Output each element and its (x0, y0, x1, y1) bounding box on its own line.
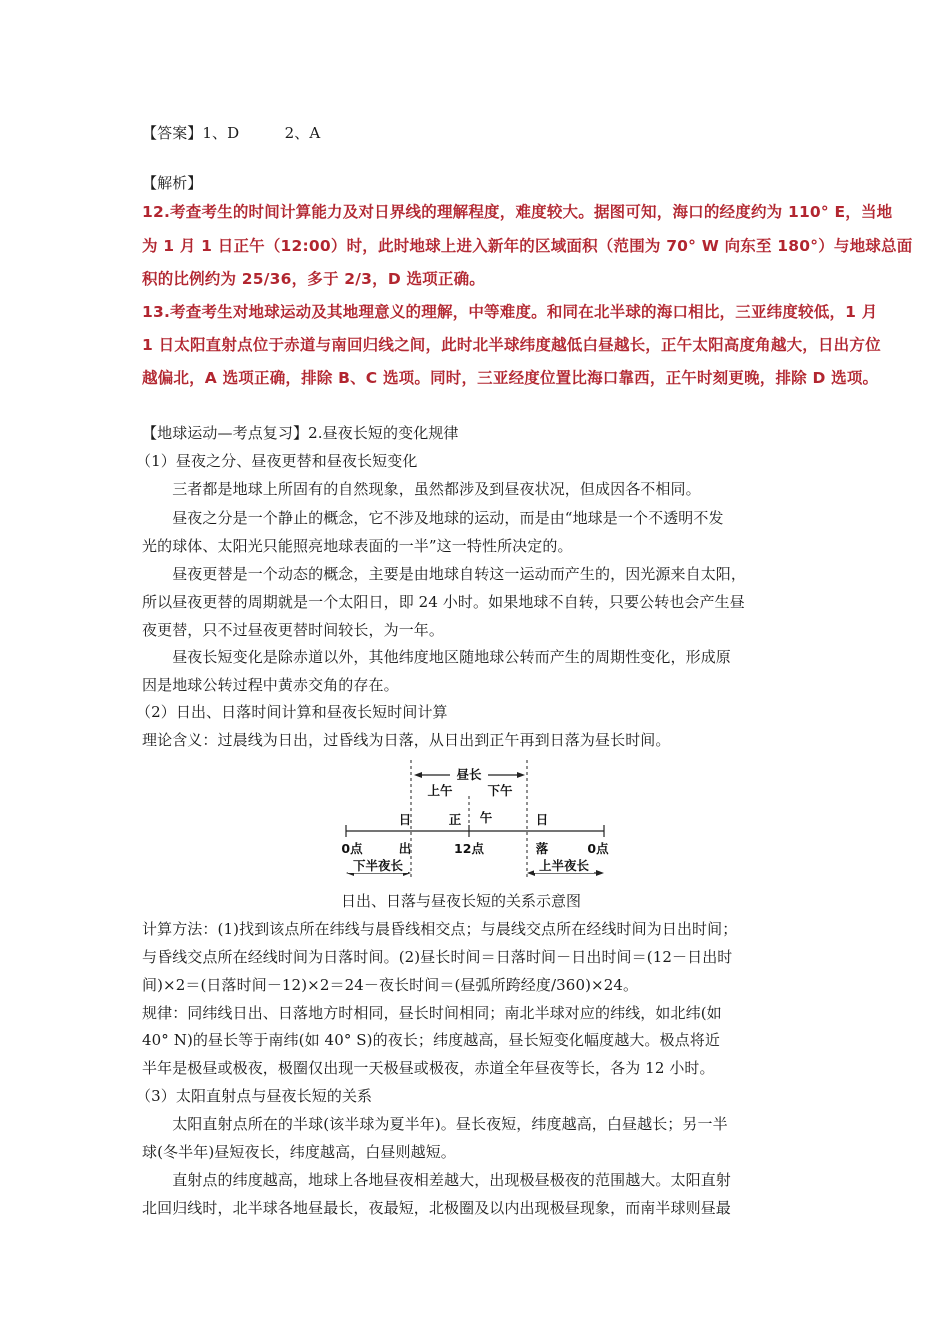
upper-night-label: 上半夜长 (538, 858, 590, 873)
twelve-label: 12点 (454, 841, 484, 856)
paragraph-line: 所以昼夜更替的周期就是一个太阳日，即 24 小时。如果地球不自转，只要公转也会产生昼 (142, 593, 745, 611)
lower-night-label: 下半夜长 (352, 858, 404, 873)
afternoon-label: 下午 (487, 783, 513, 798)
analysis-line: 13.考查考生对地球运动及其地理意义的理解，中等难度。和同在北半球的海口相比，三亚纬度较低，1 月 (142, 303, 878, 321)
paragraph-line: 理论含义：过晨线为日出，过昏线为日落，从日出到正午再到日落为昼长时间。 (142, 731, 671, 749)
paragraph-line: 三者都是地球上所固有的自然现象，虽然都涉及到昼夜状况，但成因各不相同。 (142, 480, 701, 498)
paragraph-line: 半年是极昼或极夜，极圈仅出现一天极昼或极夜，赤道全年昼夜等长，各为 12 小时。 (142, 1059, 715, 1077)
analysis-line: 为 1 月 1 日正午（12:00）时，此时地球上进入新年的区域面积（范围为 70° W 向东至 180°）与地球总面 (142, 237, 913, 255)
paragraph-line: 40° N)的昼长等于南纬(如 40° S)的夜长；纬度越高，昼长短变化幅度越大。极点将近 (142, 1031, 720, 1049)
analysis-heading: 【解析】 (142, 174, 203, 192)
analysis-line: 积的比例约为 25/36，多于 2/3，D 选项正确。 (142, 270, 485, 288)
section-title: 【地球运动—考点复习】2.昼夜长短的变化规律 (142, 424, 459, 442)
subsection-title: （1）昼夜之分、昼夜更替和昼夜长短变化 (136, 452, 418, 470)
paragraph-line: 北回归线时，北半球各地昼最长，夜最短，北极圈及以内出现极昼现象，而南半球则昼最 (142, 1199, 731, 1217)
answer-line: 【答案】1、D 2、A (142, 124, 321, 142)
sunrise-char-1: 日 (398, 812, 412, 827)
paragraph-line: 光的球体、太阳光只能照亮地球表面的一半”这一特性所决定的。 (142, 537, 573, 555)
sunset-char-2: 落 (535, 841, 549, 856)
analysis-line: 1 日太阳直射点位于赤道与南回归线之间，此时北半球纬度越低白昼越长，正午太阳高度角越大，日出方位 (142, 336, 881, 354)
paragraph-line: 直射点的纬度越高，地球上各地昼夜相差越大，出现极昼极夜的范围越大。太阳直射 (142, 1171, 731, 1189)
sunset-char-1: 日 (535, 812, 549, 827)
paragraph-line: 球(冬半年)昼短夜长，纬度越高，白昼则越短。 (142, 1143, 456, 1161)
noon-char-1: 正 (448, 812, 462, 827)
day-length-label: 昼长 (456, 767, 482, 782)
zero-right-label: 0点 (587, 841, 609, 856)
paragraph-line: 计算方法：(1)找到该点所在纬线与晨昏线相交点；与晨线交点所在经线时间为日出时间； (142, 920, 738, 938)
subsection-title: （2）日出、日落时间计算和昼夜长短时间计算 (136, 703, 448, 721)
subsection-title: （3）太阳直射点与昼夜长短的关系 (136, 1087, 373, 1105)
paragraph-line: 因是地球公转过程中黄赤交角的存在。 (142, 676, 399, 694)
morning-label: 上午 (427, 783, 453, 798)
arrow-head-left (414, 772, 422, 778)
analysis-line: 越偏北，A 选项正确，排除 B、C 选项。同时，三亚经度位置比海口靠西，正午时刻更晚，排除 D 选项。 (142, 369, 879, 387)
diagram-caption: 日出、日落与昼夜长短的关系示意图 (341, 892, 582, 910)
zero-left-label: 0点 (341, 841, 363, 856)
paragraph-line: 夜更替，只不过昼夜更替时间较长，为一年。 (142, 621, 445, 639)
paragraph-line: 规律：同纬线日出、日落地方时相同，昼长时间相同；南北半球对应的纬线，如北纬(如 (142, 1004, 722, 1022)
paragraph-line: 昼夜之分是一个静止的概念，它不涉及地球的运动，而是由“地球是一个不透明不发 (142, 509, 724, 527)
arrow-head-right (517, 772, 525, 778)
paragraph-line: 昼夜更替是一个动态的概念，主要是由地球自转这一运动而产生的，因光源来自太阳， (142, 565, 747, 583)
sunrise-sunset-diagram (338, 756, 623, 881)
paragraph-line: 太阳直射点所在的半球(该半球为夏半年)。昼长夜短，纬度越高，白昼越长；另一半 (142, 1115, 728, 1133)
analysis-line: 12.考查考生的时间计算能力及对日界线的理解程度，难度较大。据图可知，海口的经度约为 110° E，当地 (142, 203, 893, 221)
paragraph-line: 间)×2＝(日落时间－12)×2＝24－夜长时间＝(昼弧所跨经度/360)×24。 (142, 976, 639, 994)
paragraph-line: 与昏线交点所在经线时间为日落时间。(2)昼长时间＝日落时间－日出时间＝(12－日出时 (142, 948, 733, 966)
paragraph-line: 昼夜长短变化是除赤道以外，其他纬度地区随地球公转而产生的周期性变化，形成原 (142, 648, 731, 666)
noon-char-2: 午 (479, 810, 493, 825)
sunrise-char-2: 出 (398, 841, 412, 856)
